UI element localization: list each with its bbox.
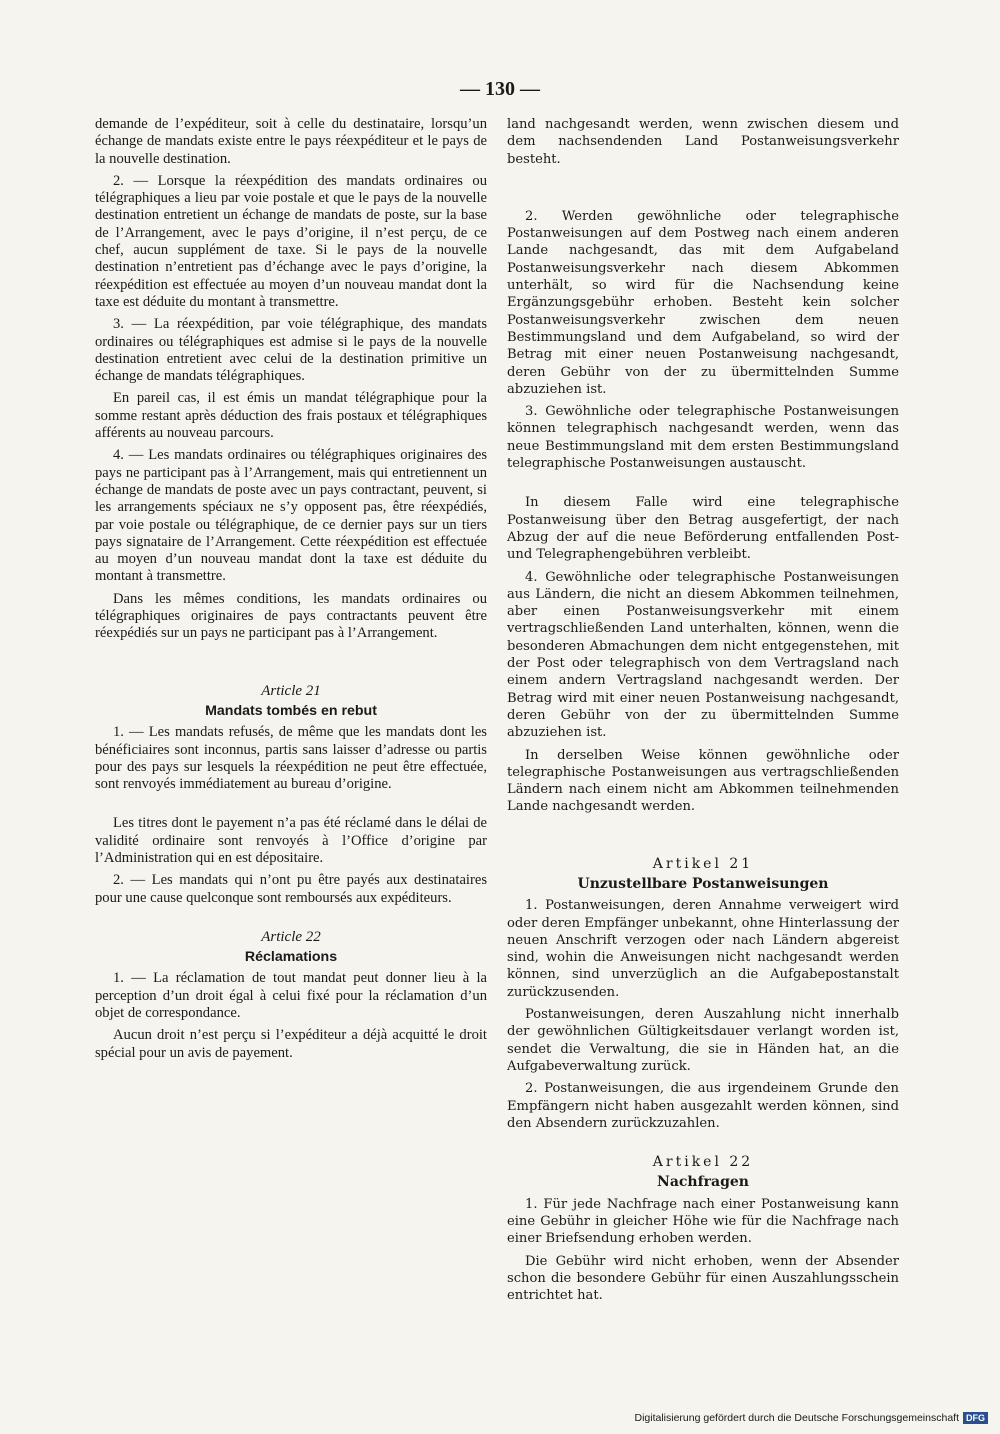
de-paragraph: 2. Werden gewöhnliche oder telegraphische Postanweisungen auf dem Postweg nach einem anderen Lande nachgesandt, das mit dem Aufgabeland Postanweisungsverkehr nach diesem Abkommen unterhält, so wird für die Nachsendung keine Ergänzungsgebühr erhoben. Besteht kein solcher Postanweisungsverkehr zwischen dem neuen Bestimmungsland und dem Aufgabeland, so wird der Betrag mit einer neuen Postanweisung nachgesandt, deren Gebühr von der zu übermittelnden Summe abzuziehen ist. — [507, 208, 899, 397]
spacer — [95, 798, 487, 815]
spacer — [95, 912, 487, 929]
fr-paragraph: demande de l’expéditeur, soit à celle du destinataire, lorsqu’un échange de mandats existe entre le pays réexpéditeur et le pays de la nouvelle destination. — [95, 116, 487, 167]
fr-paragraph: 2. — Lorsque la réexpédition des mandats ordinaires ou télégraphiques a lieu par voie postale et que le pays de la nouvelle destination entretient un échange de mandats de poste, sur la base de l’Arrangement, avec le pays d’origine, il n’est perçu, de ce chef, aucun supplément de taxe. Si le pays de la nouvelle destination n’entretient pas d’échange avec le pays d’origine, la réexpédition est effectuée au moyen d’un nouveau mandat dont la taxe est déduite du montant à transmettre. — [95, 172, 487, 310]
fr-article-heading: Mandats tombés en rebut — [205, 702, 377, 719]
spacer — [507, 821, 899, 856]
de-paragraph: 2. Postanweisungen, die aus irgendeinem Grunde den Empfängern nicht haben ausgezahlt werden können, sind den Absendern zurückzuzahlen. — [507, 1081, 899, 1131]
fr-article-number: Article 22 — [261, 928, 321, 945]
fr-paragraph: Les titres dont le payement n’a pas été réclamé dans le délai de validité ordinaire sont renvoyés à l’Office d’origine par l’Administration qui en est dépositaire. — [95, 815, 487, 866]
de-paragraph: Postanweisungen, deren Auszahlung nicht innerhalb der gewöhnlichen Gültigkeitsdauer verlangt worden ist, sendet die Verwaltung, die sie in Händen hat, an die Aufgabeverwaltung zurück. — [507, 1007, 899, 1074]
fr-paragraph: 3. — La réexpédition, par voie télégraphique, des mandats ordinaires ou télégraphiques est admise si le pays de la nouvelle destination entretient avec celui de la destination primitive un échange de mandats télégraphiques. — [95, 316, 487, 385]
fr-paragraph: 4. — Les mandats ordinaires ou télégraphiques originaires des pays ne participant pas à l’Arrangement, mais qui entretiennent un échange de mandats de poste avec un pays contractant, peuvent, si les arrangements spéciaux ne s’y opposent pas, être réexpédiés, par voie postale ou télégraphique, de ce dernier pays sur un tiers pays signataire de l’Arrangement. Cette réexpédition est effectuée au moyen d’un nouveau mandat dont la taxe est déduite du montant à transmettre. — [95, 447, 487, 585]
page-number: — 130 — — [460, 78, 540, 100]
fr-paragraph: 1. — La réclamation de tout mandat peut donner lieu à la perception d’un droit égal à celui fixé pour la réclamation d’un objet de correspondance. — [95, 970, 487, 1022]
spacer — [507, 1137, 899, 1154]
spacer — [507, 477, 899, 494]
dfg-logo: DFG — [963, 1412, 988, 1424]
de-article-heading: Unzustellbare Postanweisungen — [577, 875, 829, 892]
de-paragraph: 3. Gewöhnliche oder telegraphische Postanweisungen können telegraphisch nachgesandt werden, wenn das neue Bestimmungsland mit dem ersten Bestimmungsland telegraphische Postanweisungen austauscht. — [507, 404, 899, 472]
fr-paragraph: 1. — Les mandats refusés, de même que les mandats dont les bénéficiaires sont inconnus, partis sans laisser d’adresse ou partis pour des pays sur lesquels la réexpédition ne peut être effectuée, sont renvoyés immédiatement au bureau d’origine. — [95, 724, 487, 793]
de-article-number: Artikel 21 — [652, 855, 754, 872]
de-paragraph: In diesem Falle wird eine telegraphische Postanweisung über den Betrag ausgefertigt, der nach Abzug der auf die neue Beförderung entfallenden Post- und Telegraphengebühren verbleibt. — [507, 495, 899, 563]
fr-paragraph: Aucun droit n’est perçu si l’expéditeur a déjà acquitté le droit spécial pour un avis de payement. — [95, 1027, 487, 1061]
de-paragraph: Die Gebühr wird nicht erhoben, wenn der Absender schon die besondere Gebühr für einen Auszahlungsschein entrichtet hat. — [507, 1253, 899, 1304]
de-article-heading: Nachfragen — [657, 1174, 749, 1191]
fr-article-heading: Réclamations — [244, 949, 338, 966]
footer-text: Digitalisierung gefördert durch die Deutsche Forschungsgemeinschaft — [634, 1412, 959, 1424]
fr-paragraph: Dans les mêmes conditions, les mandats ordinaires ou télégraphiques originaires de pays contractants peuvent être réexpédiés sur un pays ne participant pas à l’Arrangement. — [95, 590, 487, 642]
de-paragraph: 1. Postanweisungen, deren Annahme verweigert wird oder deren Empfänger unbekannt, ohne Hinterlassung der neuen Anschrift verzogen oder nach Ländern abgereist sind, wohin die Anweisungen nicht nachgesandt werden können, sind unverzüglich an die Aufgabepostanstalt zurückzusenden. — [507, 898, 899, 1000]
fr-article-number: Article 21 — [261, 682, 321, 699]
german-column — [507, 116, 899, 1310]
de-article-number: Artikel 22 — [652, 1154, 754, 1171]
spacer — [507, 173, 899, 208]
de-paragraph: 1. Für jede Nachfrage nach einer Postanweisung kann eine Gebühr in gleicher Höhe wie für die Nachfrage nach einer Briefsendung erhoben werden. — [507, 1196, 899, 1247]
french-column — [95, 116, 487, 1067]
spacer — [95, 648, 487, 683]
de-paragraph: In derselben Weise können gewöhnliche oder telegraphische Postanweisungen aus vertragschließenden Ländern nach einem nicht am Abkommen teilnehmenden Lande nachgesandt werden. — [507, 747, 899, 815]
de-paragraph: land nachgesandt werden, wenn zwischen diesem und dem nachsendenden Land Postanweisungsverkehr besteht. — [507, 117, 899, 167]
fr-paragraph: 2. — Les mandats qui n’ont pu être payés aux destinataires pour une cause quelconque sont remboursés aux expéditeurs. — [95, 872, 487, 906]
fr-paragraph: En pareil cas, il est émis un mandat télégraphique pour la somme restant après déduction des frais postaux et télégraphiques afférents au nouveau parcours. — [95, 390, 487, 442]
de-paragraph: 4. Gewöhnliche oder telegraphische Postanweisungen aus Ländern, die nicht an diesem Abkommen teilnehmen, aber einen Postanweisungsverkehr mit einem vertragschließenden Land unterhalten, können, wenn die besonderen Abmachungen dem nicht entgegenstehen, mit der Post oder telegraphisch von dem Vertragsland nach einem andern Vertragsland nachgesandt werden. Der Betrag wird mit einer neuen Postanweisung nachgesandt, deren Gebühr von der zu übermittelnden Summe abzuziehen ist. — [507, 569, 899, 741]
digitization-footer — [634, 1412, 988, 1424]
